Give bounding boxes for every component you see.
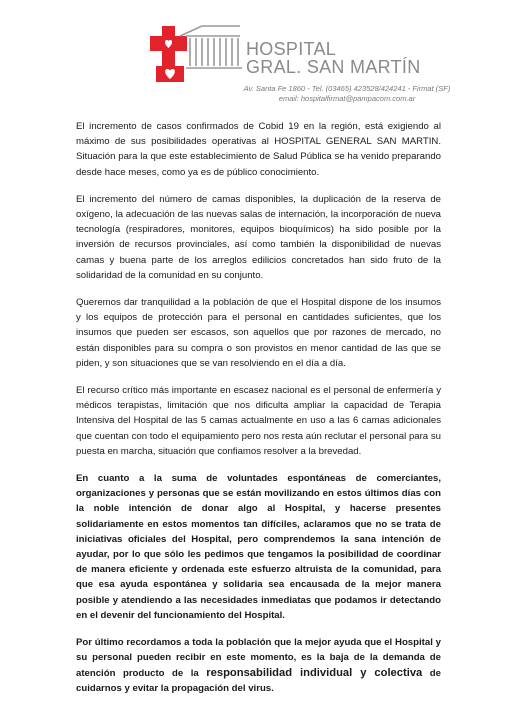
letterhead — [0, 0, 511, 112]
hospital-name-line1: HOSPITAL — [246, 39, 337, 59]
paragraph: Queremos dar tranquilidad a la población de que el Hospital dispone de los insumos y los equipos de protección para el personal en cantidades suficientes, que los insumos que pueden ser escasos, son aquellos que por razones de mercado, no están disponibles para su compra o son provistos en menor cantidad de las que se piden, y son situaciones que se van resolviendo en el día a día. — [76, 297, 441, 369]
paragraph: El incremento del número de camas disponibles, la duplicación de la reserva de oxígeno, la adecuación de las nuevas salas de internación, la incorporación de nueva tecnología (respiradores, monitores, equipos bioquímicos) ha sido posible por la inversión de recursos provinciales, así como también la disponibilidad de nuevas camas y buena parte de los arreglos edilicios concretados han sido fruto de la solidaridad de la comunidad en su conjunto. — [76, 193, 441, 281]
closing-emphasis: responsabilidad individual y colectiva — [206, 666, 423, 679]
closing-part2: de cuidarnos y evitar la propagación del virus. — [76, 667, 441, 694]
paragraph-bold: En cuanto a la suma de voluntades espontáneas de comerciantes, organizaciones y personas que se están movilizando en estos últimos días con la noble intención de donar algo al Hospital, y hacerse presentes solidariamente en estos momentos tan difíciles, aclaramos que no se trata de iniciativas oficiales del Hospital, pero comprendemos la sana intención de ayudar, por lo que sólo les pedimos que tengamos la posibilidad de coordinar de manera eficiente y ordenada este esfuerzo altruista de la comunidad, para que esa ayuda espontánea y solidaria sea encausada de la mejor manera posible y atendiendo a las necesidades inmediatas que podamos ir detectando en el devenir del funcionamiento del Hospital. — [76, 473, 441, 621]
address-line: Av. Santa Fe 1860 - Tel. (03465) 423528/424241 - Firmat (SF) — [243, 84, 451, 93]
closing-part1: Por último recordamos a toda la población que la mejor ayuda que el Hospital y su personal pueden recibir en este momento, es la baja de la demanda de atención producto de la — [76, 637, 441, 679]
closing-paragraph — [76, 635, 441, 696]
email-line: email: hospitalfirmat@pampacom.com.ar — [278, 94, 416, 103]
hospital-logo-icon — [150, 22, 245, 84]
hospital-name — [246, 40, 421, 76]
contact-info — [197, 84, 497, 104]
paragraph: El incremento de casos confirmados de Cobid 19 en la región, está exigiendo al máximo de sus posibilidades operativas al HOSPITAL GENERAL SAN MARTIN. Situación para la que este establecimiento de Salud Pública se ha venido preparando desde hace meses, como ya es de público conocimiento. — [76, 121, 441, 178]
hospital-name-line2: GRAL. SAN MARTÍN — [246, 57, 421, 77]
paragraph: El recurso crítico más importante en escasez nacional es el personal de enfermería y médicos terapistas, limitación que nos dificulta ampliar la capacidad de Terapia Intensiva del Hospital de las 5 camas actualmente en uso a las 6 camas adicionales que cuentan con todo el equipamiento pero nos resta aún reclutar el personal para su puesta en marcha, situación que confiamos resolver a la brevedad. — [76, 385, 441, 457]
letter-body — [76, 119, 441, 708]
